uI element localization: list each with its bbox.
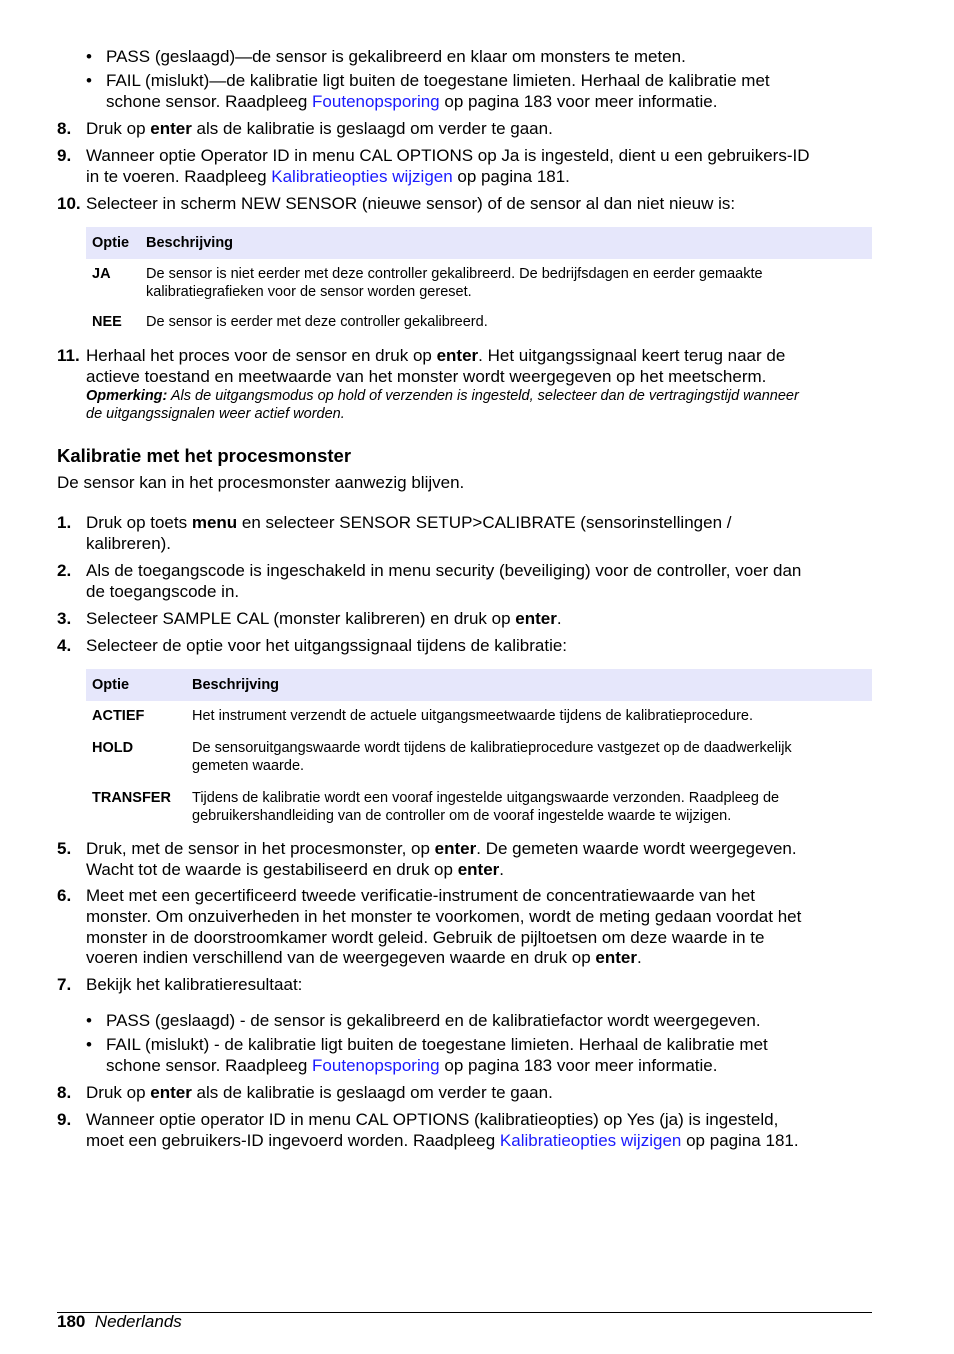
step-number: 10. (57, 194, 81, 213)
bullet-dot: • (86, 71, 92, 90)
step-1-line2: kalibreren). (86, 534, 172, 553)
kalibratieopties-link[interactable]: Kalibratieopties wijzigen (271, 167, 453, 186)
step-number: 2. (57, 561, 72, 580)
step-number: 7. (57, 975, 72, 994)
bullet-dot: • (86, 47, 92, 66)
step-6-line4: voeren indien verschillend van de weergegeven waarde en druk op enter. (86, 948, 642, 967)
option-description: Tijdens de kalibratie wordt een vooraf ingestelde uitgangswaarde verzonden. Raadpleeg de gebruikershandleiding van de controller om de vooraf ingestelde waarde te wijzigen. (192, 790, 780, 824)
step-2-line2: de toegangscode in. (86, 582, 240, 601)
step-number: 8. (57, 119, 72, 138)
page-number: 180 (57, 1312, 86, 1331)
step-number: 9. (57, 1110, 72, 1129)
option-key: ACTIEF (92, 708, 145, 724)
section-intro: De sensor kan in het procesmonster aanwezig blijven. (57, 473, 465, 492)
note-line2: de uitgangssignalen weer actief worden. (86, 406, 345, 422)
step-number: 4. (57, 636, 72, 655)
step-number: 11. (57, 346, 80, 365)
step-1-text: Druk op toets menu en selecteer SENSOR SETUP>CALIBRATE (sensorinstellingen / (86, 513, 732, 532)
bullet-fail: FAIL (mislukt)—de kalibratie ligt buiten de toegestane limieten. Herhaal de kalibratie met (106, 71, 770, 90)
bullet-dot: • (86, 1035, 92, 1054)
step-11-text: Herhaal het proces voor de sensor en druk op enter. Het uitgangssignaal keert terug naar de (86, 346, 786, 365)
table-row (86, 259, 872, 313)
option-description: De sensoruitgangswaarde wordt tijdens de kalibratieprocedure vastgezet op de daadwerkelijk gemeten waarde. (192, 740, 792, 774)
step-10-text: Selecteer in scherm NEW SENSOR (nieuwe sensor) of de sensor al dan niet nieuw is: (86, 194, 736, 213)
step-8-text: Druk op enter als de kalibratie is geslaagd om verder te gaan. (86, 119, 553, 138)
step-9-text: Wanneer optie operator ID in menu CAL OPTIONS (kalibratieopties) op Yes (ja) is ingesteld, (86, 1110, 779, 1129)
step-7-text: Bekijk het kalibratieresultaat: (86, 975, 303, 994)
bullet-fail-line2: schone sensor. Raadpleeg Foutenopsporing op pagina 183 voor meer informatie. (106, 1056, 718, 1075)
table-header-row (86, 227, 872, 259)
step-9-line2: in te voeren. Raadpleeg Kalibratieopties wijzigen op pagina 181. (86, 167, 570, 186)
option-key: NEE (92, 314, 122, 330)
bullet-fail-line2: schone sensor. Raadpleeg Foutenopsporing op pagina 183 voor meer informatie. (106, 92, 718, 111)
option-key: JA (92, 266, 111, 282)
option-description: Het instrument verzendt de actuele uitgangsmeetwaarde tijdens de kalibratieprocedure. (192, 708, 753, 724)
table-header-row (86, 669, 872, 701)
bullet-pass: PASS (geslaagd) - de sensor is gekalibreerd en de kalibratiefactor wordt weergegeven. (106, 1011, 761, 1030)
kalibratieopties-link[interactable]: Kalibratieopties wijzigen (499, 1131, 682, 1150)
col-header-description: Beschrijving (186, 669, 872, 701)
step-9-line2: moet een gebruikers-ID ingevoerd worden. Raadpleeg Kalibratieopties wijzigen op pagina 181. (86, 1131, 799, 1150)
option-description: De sensor is eerder met deze controller gekalibreerd. (146, 314, 488, 330)
options-table-new-sensor (86, 227, 872, 339)
foutenopsporing-link[interactable]: Foutenopsporing (312, 1056, 440, 1075)
section-heading: Kalibratie met het procesmonster (57, 445, 352, 466)
step-6-line2: monster. Om onzuiverheden in het monster te voorkomen, wordt de meting gedaan voordat het (86, 907, 802, 926)
step-number: 1. (57, 513, 72, 532)
col-header-option: Optie (86, 669, 186, 701)
bullet-dot: • (86, 1011, 92, 1030)
option-key: HOLD (92, 740, 134, 756)
step-8-text: Druk op enter als de kalibratie is geslaagd om verder te gaan. (86, 1083, 553, 1102)
step-5-text: Druk, met de sensor in het procesmonster, op enter. De gemeten waarde wordt weergegeven. (86, 839, 797, 858)
step-11-line2: actieve toestand en meetwaarde van het monster wordt weergegeven op het meetscherm. (86, 367, 767, 386)
option-key: TRANSFER (92, 790, 171, 806)
table-row (86, 701, 872, 739)
page-footer (57, 1312, 182, 1332)
options-table-output (86, 669, 872, 825)
step-number: 5. (57, 839, 72, 858)
step-6-line3: monster in de doorstroomkamer wordt geleid. Gebruik de pijltoetsen om deze waarde in te (86, 928, 765, 947)
col-header-description: Beschrijving (140, 227, 872, 259)
bullet-fail: FAIL (mislukt) - de kalibratie ligt buiten de toegestane limieten. Herhaal de kalibratie met (106, 1035, 768, 1054)
step-9-text: Wanneer optie Operator ID in menu CAL OPTIONS op Ja is ingesteld, dient u een gebruikers-ID (86, 146, 810, 165)
foutenopsporing-link[interactable]: Foutenopsporing (312, 92, 440, 111)
step-number: 6. (57, 886, 72, 905)
table-row (86, 739, 872, 789)
step-4-text: Selecteer de optie voor het uitgangssignaal tijdens de kalibratie: (86, 636, 568, 655)
step-2-text: Als de toegangscode is ingeschakeld in menu security (beveiliging) voor de controller, voer dan (86, 561, 802, 580)
step-number: 9. (57, 146, 72, 165)
option-description: De sensor is niet eerder met deze controller gekalibreerd. De bedrijfsdagen en eerder gemaakte kalibratiegrafieken voor de sensor worden gereset. (146, 266, 763, 300)
footer-language: Nederlands (94, 1312, 182, 1331)
step-6-text: Meet met een gecertificeerd tweede verificatie-instrument de concentratiewaarde van het (86, 886, 756, 905)
note: Opmerking: Als de uitgangsmodus op hold of verzenden is ingesteld, selecteer dan de vertragingstijd wanneer (86, 388, 799, 404)
step-3-text: Selecteer SAMPLE CAL (monster kalibreren) en druk op enter. (86, 609, 562, 628)
table-row (86, 313, 872, 339)
step-number: 3. (57, 609, 72, 628)
table-row (86, 789, 872, 825)
step-5-line2: Wacht tot de waarde is gestabiliseerd en druk op enter. (86, 860, 504, 879)
bullet-pass: PASS (geslaagd)—de sensor is gekalibreerd en klaar om monsters te meten. (106, 47, 686, 66)
col-header-option: Optie (86, 227, 140, 259)
step-number: 8. (57, 1083, 72, 1102)
